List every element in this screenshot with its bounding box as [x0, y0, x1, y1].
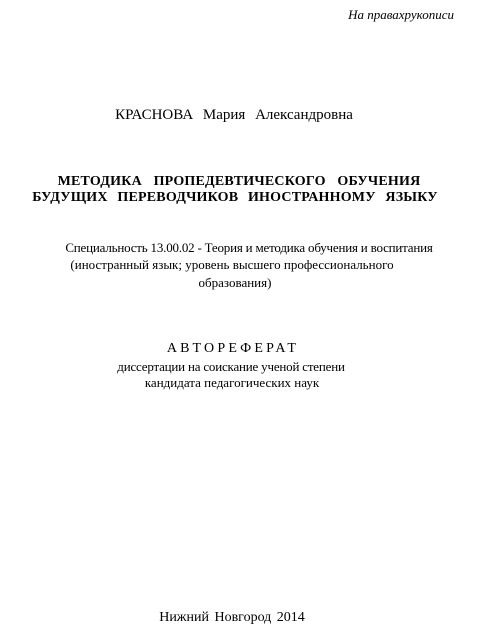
specialty-line-2: (иностранный язык; уровень высшего профессионального — [70, 257, 394, 272]
city-year: Нижний Новгород 2014 — [159, 610, 305, 625]
rights-note: На правахрукописи — [348, 7, 454, 22]
title-line-2: БУДУЩИХ ПЕРЕВОДЧИКОВ ИНОСТРАННОМУ ЯЗЫКУ — [32, 190, 438, 205]
author-name: КРАСНОВА Мария Александровна — [115, 107, 353, 123]
purpose-line-2: кандидата педагогических наук — [144, 375, 320, 390]
specialty-line-1: Специальность 13.00.02 - Теория и методика обучения и воспитания — [65, 240, 433, 255]
document-type-label: АВТОРЕФЕРАТ — [166, 341, 300, 356]
specialty-line-3: образования) — [198, 275, 272, 290]
title-line-1: МЕТОДИКА ПРОПЕДЕВТИЧЕСКОГО ОБУЧЕНИЯ — [57, 174, 421, 189]
purpose-line-1: диссертации на соискание ученой степени — [117, 359, 345, 374]
